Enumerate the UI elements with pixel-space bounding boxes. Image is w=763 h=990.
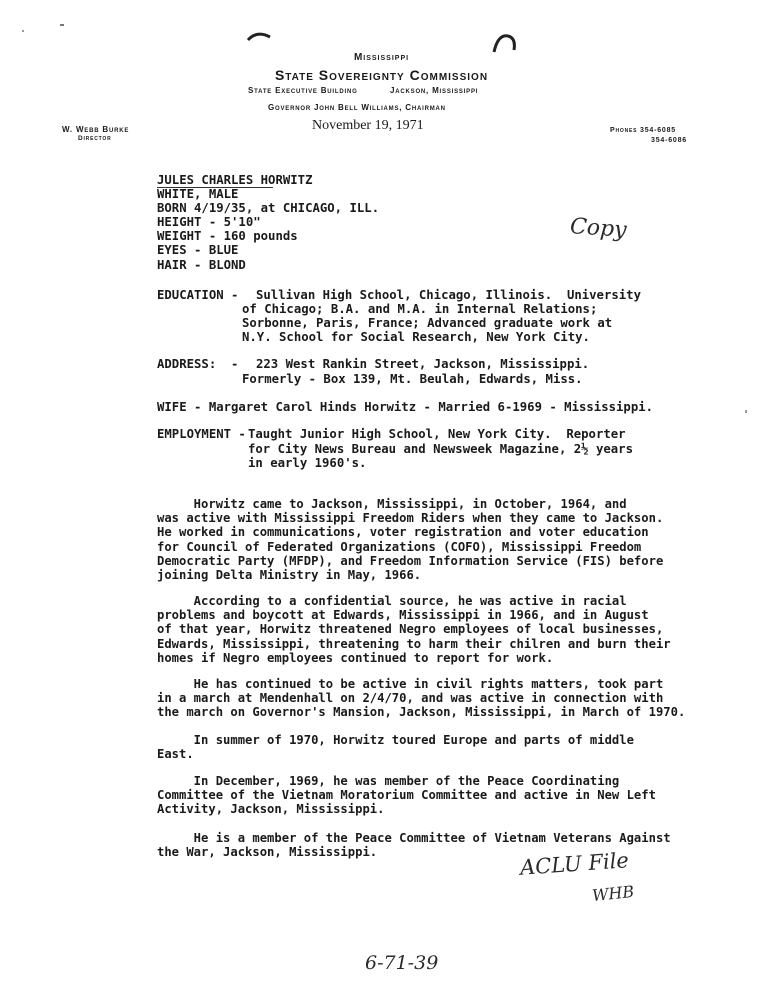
paragraph-line: In December, 1969, he was member of the Peace Coordinating	[157, 774, 620, 788]
paragraph-line: the march on Governor's Mansion, Jackson, Mississippi, in March of 1970.	[157, 705, 686, 720]
education-label: EDUCATION -	[157, 288, 246, 302]
education-line: Sorbonne, Paris, France; Advanced graduate work at	[242, 316, 613, 330]
paragraph-line: was active with Mississippi Freedom Riders when they came to Jackson.	[157, 511, 664, 526]
director-title: Director	[78, 135, 112, 142]
education-line: N.Y. School for Social Research, New York City.	[242, 330, 590, 344]
letterhead-state: Mississippi	[353, 52, 410, 63]
letterhead-city: Jackson, Mississippi	[390, 86, 479, 95]
paragraph-line: Democratic Party (MFDP), and Freedom Information Service (FIS) before	[157, 553, 664, 568]
paragraph-line: Committee of the Vietnam Moratorium Committee and active in New Left	[157, 788, 656, 803]
paragraph-line: the War, Jackson, Mississippi.	[157, 845, 378, 860]
document-date: November 19, 1971	[312, 118, 424, 133]
subject-race-sex: WHITE, MALE	[157, 187, 239, 201]
employment-label: EMPLOYMENT -	[157, 427, 254, 441]
paragraph-line: Edwards, Mississippi, threatening to harm their chilren and burn their	[157, 636, 671, 651]
employment-line: for City News Bureau and Newsweek Magazine, 2½ years	[248, 442, 633, 456]
body-paragraph	[157, 594, 697, 665]
body-paragraph	[157, 677, 697, 720]
subject-eyes: EYES - BLUE	[157, 243, 239, 257]
phones-label: Phones 354-6085	[610, 127, 676, 134]
paragraph-line: problems and boycott at Edwards, Mississippi in 1966, and in August	[157, 608, 649, 623]
subject-height: HEIGHT - 5'10"	[157, 215, 261, 229]
handwritten-copy: Copy	[569, 214, 628, 243]
paragraph-line: In summer of 1970, Horwitz toured Europe and parts of middle	[157, 733, 634, 747]
scan-speck	[60, 24, 64, 26]
paragraph-line: in a march at Mendenhall on 2/4/70, and was active in connection with	[157, 691, 664, 706]
scan-speck	[22, 30, 24, 32]
paragraph-line: He has continued to be active in civil rights matters, took part	[157, 677, 664, 691]
paragraph-line: He is a member of the Peace Committee of Vietnam Veterans Against	[157, 831, 671, 845]
wife-line: WIFE - Margaret Carol Hinds Horwitz - Married 6-1969 - Mississippi.	[157, 400, 654, 414]
letterhead-commission: State Sovereignty Commission	[274, 67, 489, 83]
paragraph-line: of that year, Horwitz threatened Negro employees of local businesses,	[157, 622, 664, 637]
paragraph-line: East.	[157, 747, 194, 762]
paragraph-line: joining Delta Ministry in May, 1966.	[157, 568, 422, 583]
paragraph-line: Activity, Jackson, Mississippi.	[157, 802, 385, 817]
scan-speck	[745, 410, 747, 413]
handwritten-initials: WHB	[591, 881, 636, 906]
staple-mark-left	[245, 28, 273, 46]
body-paragraph	[157, 497, 697, 582]
education-line: Sullivan High School, Chicago, Illinois. University	[256, 288, 641, 302]
education-line: of Chicago; B.A. and M.A. in Internal Relations;	[242, 302, 598, 316]
address-line: Formerly - Box 139, Mt. Beulah, Edwards, Miss.	[242, 372, 583, 386]
employment-line: in early 1960's.	[248, 456, 367, 470]
address-line: 223 West Rankin Street, Jackson, Mississippi.	[256, 357, 590, 371]
address-label: ADDRESS: -	[157, 357, 246, 371]
subject-hair: HAIR - BLOND	[157, 258, 246, 272]
paragraph-line: for Council of Federated Organizations (COFO), Mississippi Freedom	[157, 539, 642, 554]
paragraph-line: homes if Negro employees continued to report for work.	[157, 650, 554, 665]
letterhead-building: State Executive Building	[248, 86, 358, 95]
director-name: W. Webb Burke	[62, 125, 130, 134]
phones-line2: 354-6086	[651, 137, 687, 144]
subject-born: BORN 4/19/35, at CHICAGO, ILL.	[157, 201, 380, 215]
body-paragraph	[157, 774, 697, 817]
subject-name: JULES CHARLES HORWITZ	[157, 173, 313, 187]
paragraph-line: He worked in communications, voter registration and voter education	[157, 525, 649, 540]
handwritten-file-number: 6-71-39	[365, 952, 439, 974]
body-paragraph	[157, 733, 697, 761]
letterhead-chairman: Governor John Bell Williams, Chairman	[268, 103, 446, 112]
handwritten-aclu-file: ACLU File	[519, 848, 630, 880]
paragraph-line: According to a confidential source, he was active in racial	[157, 594, 627, 608]
employment-line: Taught Junior High School, New York City. Reporter	[248, 427, 626, 441]
paragraph-line: Horwitz came to Jackson, Mississippi, in October, 1964, and	[157, 497, 627, 511]
subject-weight: WEIGHT - 160 pounds	[157, 229, 298, 243]
